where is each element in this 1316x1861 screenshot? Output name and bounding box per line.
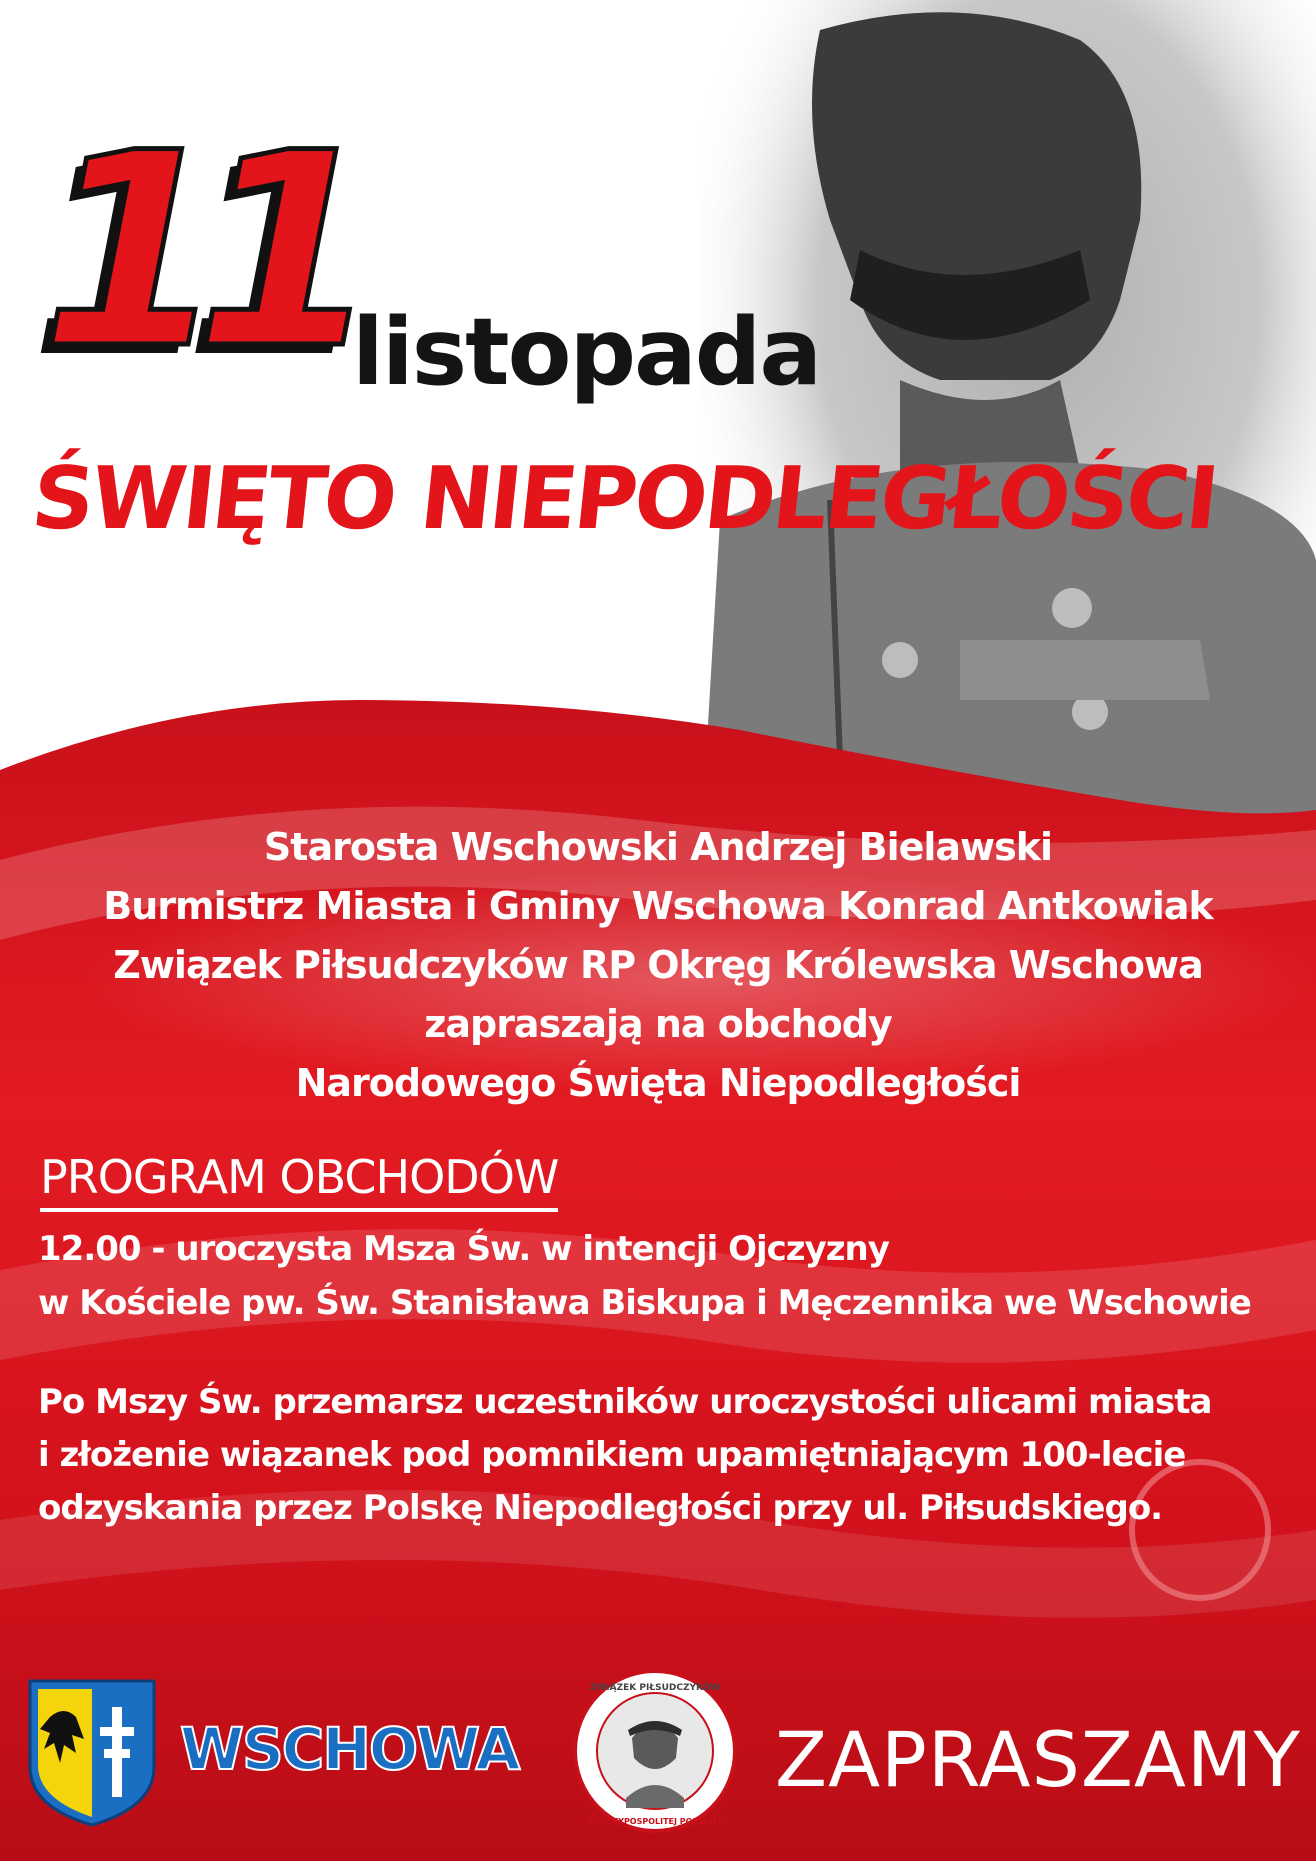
program-title: PROGRAM OBCHODÓW	[40, 1150, 558, 1212]
program-line: i złożenie wiązanek pod pomnikiem upamiętniającym 100-lecie	[38, 1435, 1186, 1475]
program-line: w Kościele pw. Św. Stanisława Biskupa i Męczennika we Wschowie	[38, 1283, 1251, 1323]
program-line: Po Mszy Św. przemarsz uczestników uroczystości ulicami miasta	[38, 1382, 1212, 1422]
badge-top-text: ZWIĄZEK PIŁSUDCZYKÓW	[589, 1683, 721, 1693]
coat-of-arms-icon	[26, 1677, 158, 1829]
portrait-illustration	[700, 0, 1316, 860]
holiday-title: ŚWIĘTO NIEPODLEGŁOŚCI	[27, 449, 1221, 549]
invitation-line: Burmistrz Miasta i Gminy Wschowa Konrad Antkowiak	[103, 884, 1213, 928]
month-label: listopada	[352, 298, 821, 406]
program-march	[38, 1376, 1211, 1535]
invitation-line: zapraszają na obchody	[424, 1002, 892, 1046]
invitation-line: Starosta Wschowski Andrzej Bielawski	[263, 825, 1053, 869]
program-line: 12.00 - uroczysta Msza Św. w intencji Ojczyzny	[38, 1229, 889, 1269]
invitation-line: Związek Piłsudczyków RP Okręg Królewska Wschowa	[113, 943, 1203, 987]
invitation-line: Narodowego Święta Niepodległości	[295, 1061, 1021, 1105]
badge-bottom-text: RZECZYPOSPOLITEJ POLSKIEJ	[589, 1817, 721, 1826]
program-mass	[38, 1222, 1251, 1330]
invitation-block	[0, 818, 1316, 1113]
call-to-action: ZAPRASZAMY	[775, 1715, 1301, 1804]
pilsudczycy-badge-icon	[572, 1668, 738, 1834]
program-line: odzyskania przez Polskę Niepodległości przy ul. Piłsudskiego.	[38, 1488, 1163, 1528]
day-number: 11	[7, 96, 378, 408]
town-logo: WSCHOWA	[180, 1715, 519, 1783]
